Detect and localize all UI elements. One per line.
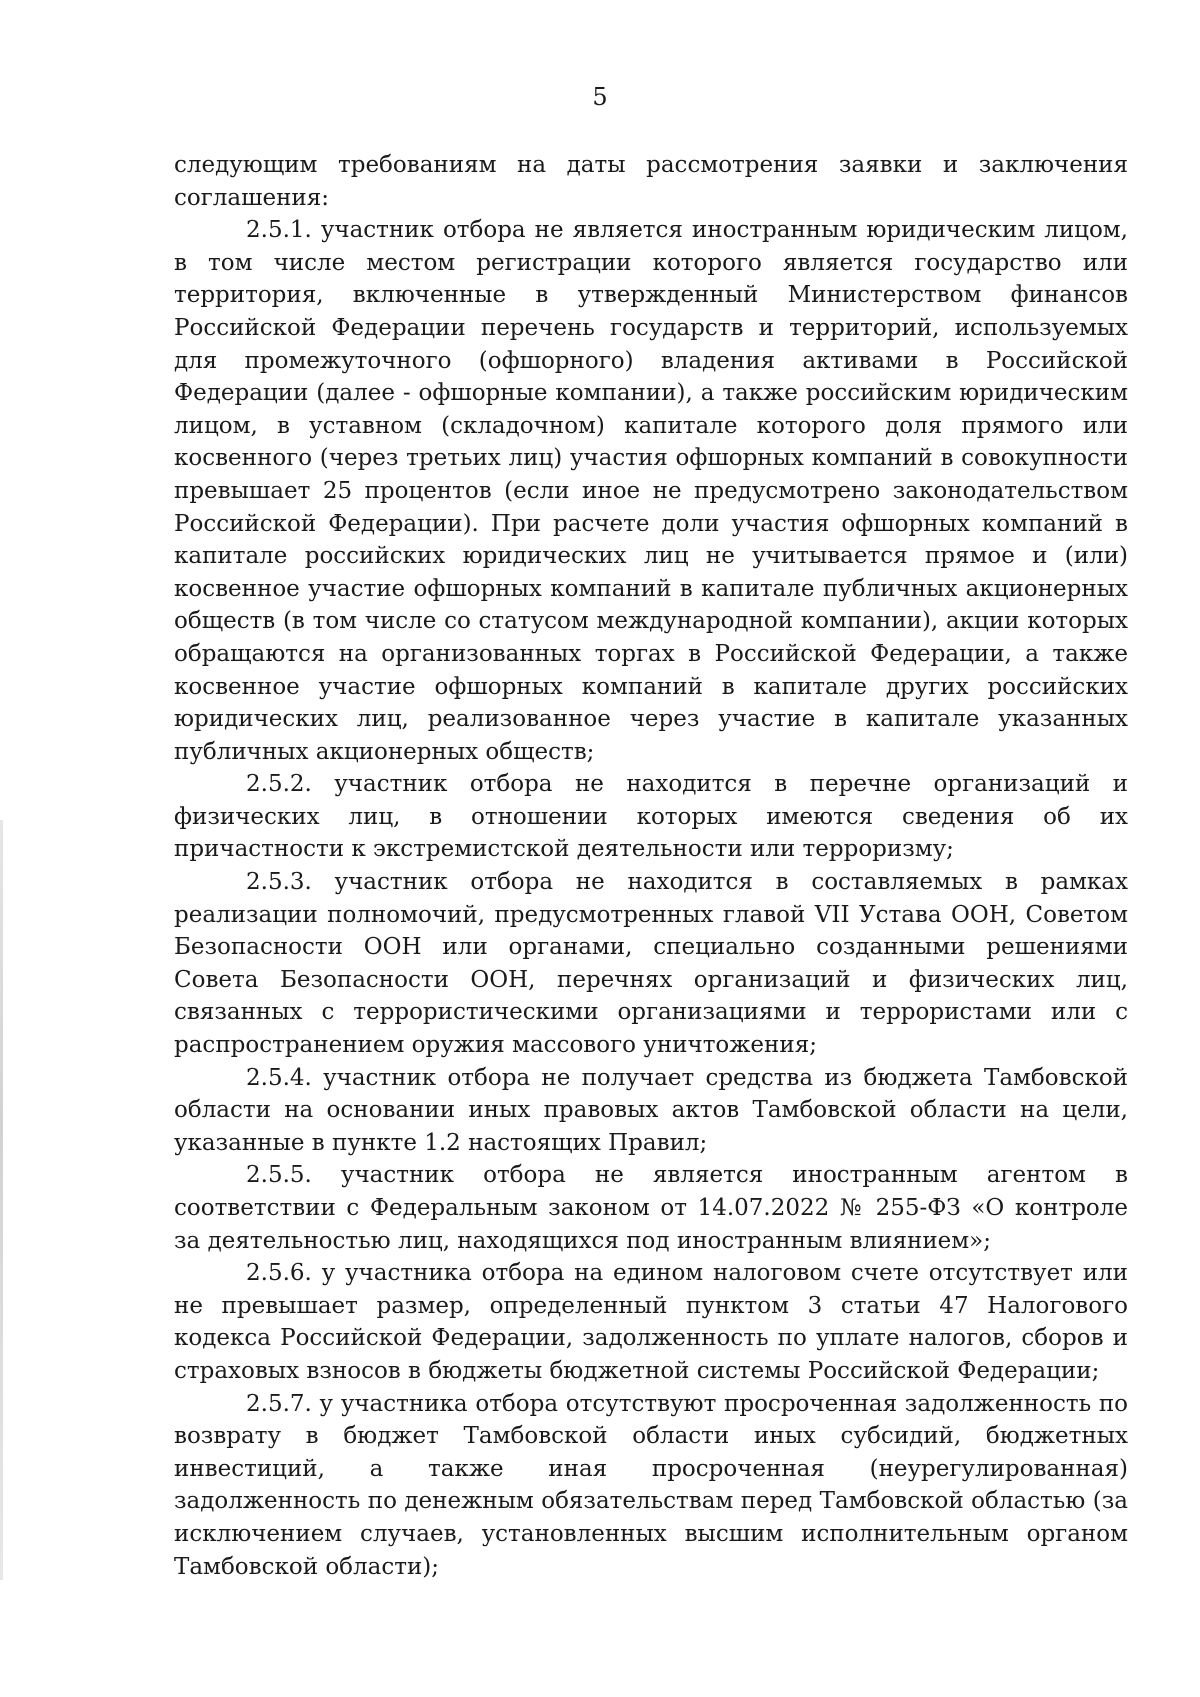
paragraph-intro: следующим требованиям на даты рассмотрения заявки и заключения соглашения:: [174, 152, 1128, 211]
paragraph-2-5-6: 2.5.6. у участника отбора на едином налоговом счете отсутствует или не превышает размер, определенный пунктом 3 статьи 47 Налогового кодекса Российской Федерации, задолженность по уплате налогов, сборов и страховых взносов в бюджеты бюджетной системы Российской Федерации;: [174, 1260, 1128, 1384]
paragraph-2-5-4: 2.5.4. участник отбора не получает средства из бюджета Тамбовской области на основании иных правовых актов Тамбовской области на цели, указанные в пункте 1.2 настоящих Правил;: [174, 1064, 1128, 1156]
document-body: [174, 149, 1128, 1583]
paragraph-2-5-5: 2.5.5. участник отбора не является иностранным агентом в соответствии с Федеральным законом от 14.07.2022 № 255-ФЗ «О контроле за деятельностью лиц, находящихся под иностранным влиянием»;: [174, 1162, 1128, 1254]
paragraph-2-5-1: 2.5.1. участник отбора не является иностранным юридическим лицом, в том числе местом регистрации которого является государство или территория, включенные в утвержденный Министерством финансов Российской Федерации перечень государств и территорий, используемых для промежуточного (офшорного) владения активами в Российской Федерации (далее - офшорные компании), а также российским юридическим лицом, в уставном (складочном) капитале которого доля прямого или косвенного (через третьих лиц) участия офшорных компаний в совокупности превышает 25 процентов (если иное не предусмотрено законодательством Российской Федерации). При расчете доли участия офшорных компаний в капитале российских юридических лиц не учитывается прямое и (или) косвенное участие офшорных компаний в капитале публичных акционерных обществ (в том числе со статусом международной компании), акции которых обращаются на организованных торгах в Российской Федерации, а также косвенное участие офшорных компаний в капитале других российских юридических лиц, реализованное через участие в капитале указанных публичных акционерных обществ;: [174, 217, 1128, 765]
paragraph-2-5-7: 2.5.7. у участника отбора отсутствуют просроченная задолженность по возврату в бюджет Тамбовской области иных субсидий, бюджетных инвестиций, а также иная просроченная (неурегулированная) задолженность по денежным обязательствам перед Тамбовской областью (за исключением случаев, установленных высшим исполнительным органом Тамбовской области);: [174, 1390, 1128, 1580]
scan-edge-shadow: [0, 820, 3, 1580]
paragraph-2-5-3: 2.5.3. участник отбора не находится в составляемых в рамках реализации полномочий, предусмотренных главой VII Устава ООН, Советом Безопасности ООН или органами, специально созданными решениями Совета Безопасности ООН, перечнях организаций и физических лиц, связанных с террористическими организациями и террористами или с распространением оружия массового уничтожения;: [174, 869, 1128, 1059]
paragraph-2-5-2: 2.5.2. участник отбора не находится в перечне организаций и физических лиц, в отношении которых имеются сведения об их причастности к экстремистской деятельности или терроризму;: [174, 771, 1128, 863]
page-number: 5: [592, 83, 608, 111]
